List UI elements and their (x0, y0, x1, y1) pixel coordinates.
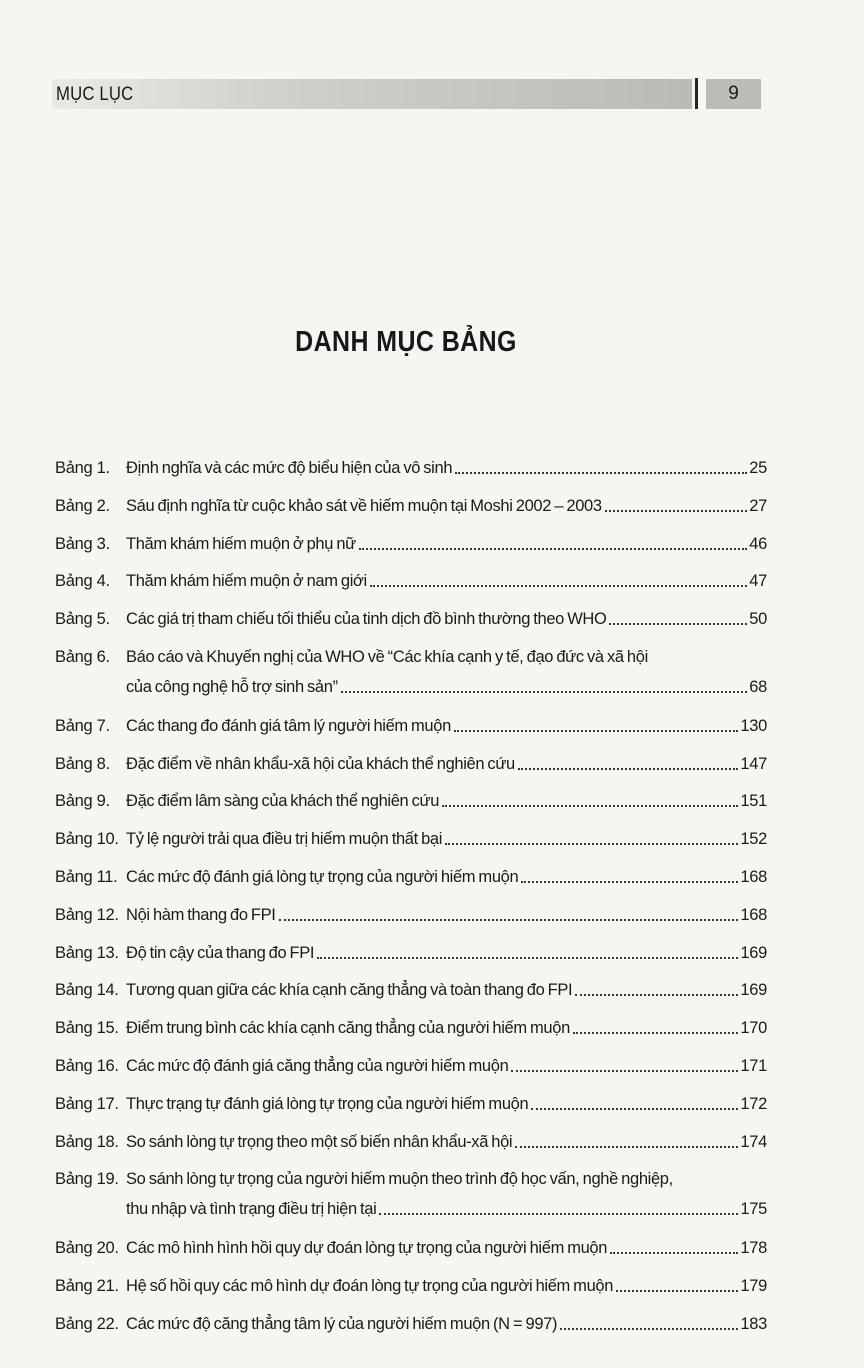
dot-leader (560, 1328, 738, 1330)
toc-entry[interactable] (55, 644, 767, 700)
toc-entry-title: Báo cáo và Khuyến nghị của WHO về “Các khía cạnh y tế, đạo đức và xã hội (126, 648, 648, 666)
toc-entry[interactable] (55, 606, 767, 632)
dot-leader (531, 1108, 738, 1110)
toc-entry[interactable] (55, 864, 767, 890)
toc-entry-label: Bảng 7. (55, 716, 110, 735)
toc-entry[interactable] (55, 902, 767, 928)
toc-entry[interactable] (55, 568, 767, 594)
toc-entry-line (55, 1311, 767, 1337)
toc-entry-page: 151 (740, 792, 767, 811)
toc-entry-line (55, 751, 767, 777)
dot-leader (518, 768, 739, 770)
toc-entry-line (55, 1129, 767, 1155)
dot-leader (454, 730, 738, 732)
toc-entry-line (55, 1235, 767, 1261)
toc-entry[interactable] (55, 751, 767, 777)
toc-entry-line (55, 455, 767, 481)
toc-entry-title: Tương quan giữa các khía cạnh căng thẳng và toàn thang đo FPI (126, 981, 573, 1000)
toc-entry-title: Thăm khám hiếm muộn ở nam giới (126, 572, 367, 591)
dot-leader (521, 881, 738, 883)
dot-leader (359, 548, 747, 550)
toc-entry-line (55, 1015, 767, 1041)
dot-leader (455, 472, 747, 474)
toc-entry-label: Bảng 18. (55, 1132, 119, 1151)
toc-entry-title: So sánh lòng tự trọng theo một số biến nhân khẩu-xã hội (126, 1132, 513, 1151)
toc-entry-label: Bảng 3. (55, 534, 110, 553)
dot-leader (609, 623, 747, 625)
toc-entry[interactable] (55, 1311, 767, 1337)
page-number-badge: 9 (706, 79, 761, 109)
dot-leader (442, 805, 738, 807)
toc-entry[interactable] (55, 940, 767, 966)
toc-entry-page: 147 (740, 754, 767, 773)
toc-entry-continuation (55, 1196, 767, 1222)
toc-entry-title: Nội hàm thang đo FPI (126, 905, 276, 924)
toc-entry-label: Bảng 11. (55, 868, 118, 886)
toc-entry-label: Bảng 9. (55, 792, 110, 811)
dot-leader (317, 957, 738, 959)
running-header-title: MỤC LỤC (56, 84, 134, 105)
page-title: DANH MỤC BẢNG (295, 326, 517, 358)
toc-entry-label: Bảng 13. (55, 943, 119, 962)
toc-entry-label: Bảng 19. (55, 1170, 119, 1189)
toc-entry-title: Thăm khám hiếm muộn ở phụ nữ (126, 534, 356, 553)
toc-entry-line (55, 606, 767, 632)
dot-leader (370, 585, 747, 587)
toc-entry[interactable] (55, 531, 767, 557)
toc-entry-page: 175 (740, 1200, 767, 1219)
toc-entry-page: 174 (740, 1132, 767, 1151)
toc-entry-line (55, 1091, 767, 1117)
dot-leader (341, 691, 748, 693)
toc-entry-label: Bảng 10. (55, 830, 119, 849)
toc-entry-page: 183 (740, 1314, 767, 1333)
toc-entry[interactable] (55, 713, 767, 739)
toc-entry[interactable] (55, 493, 767, 519)
toc-entry-line (55, 788, 767, 814)
toc-entry-page: 27 (749, 496, 767, 515)
toc-entry-line (55, 826, 767, 852)
dot-leader (511, 1070, 738, 1072)
toc-entry-page: 171 (740, 1057, 767, 1075)
toc-entry-page: 169 (740, 943, 767, 962)
toc-entry-title: Đặc điểm về nhân khẩu-xã hội của khách thể nghiên cứu (126, 754, 515, 773)
toc-entry[interactable] (55, 1235, 767, 1261)
toc-entry-title: Các thang đo đánh giá tâm lý người hiếm muộn (126, 716, 451, 735)
toc-entry[interactable] (55, 1273, 767, 1299)
toc-entry-continuation (55, 674, 767, 700)
dot-leader (515, 1146, 738, 1148)
toc-entry-label: Bảng 2. (55, 496, 110, 515)
toc-entry-page: 168 (740, 868, 767, 886)
toc-entry-label: Bảng 16. (55, 1057, 119, 1075)
toc-entry-label: Bảng 1. (55, 459, 110, 477)
toc-entry-page: 50 (749, 610, 767, 629)
toc-entry-label: Bảng 12. (55, 905, 119, 924)
dot-leader (575, 994, 738, 996)
dot-leader (616, 1290, 738, 1292)
toc-entry[interactable] (55, 1091, 767, 1117)
toc-entry-label: Bảng 14. (55, 981, 119, 1000)
dot-leader (605, 510, 748, 512)
toc-entry-title: Sáu định nghĩa từ cuộc khảo sát về hiếm muộn tại Moshi 2002 – 2003 (126, 496, 602, 515)
toc-entry-title: Tỷ lệ người trải qua điều trị hiếm muộn thất bại (126, 830, 443, 849)
toc-entry-label: Bảng 21. (55, 1277, 119, 1295)
dot-leader (379, 1213, 738, 1215)
dot-leader (445, 843, 738, 845)
toc-entry[interactable] (55, 1015, 767, 1041)
toc-entry-page: 152 (740, 830, 767, 849)
toc-entry-page: 168 (740, 905, 767, 924)
toc-entry-line (55, 940, 767, 966)
toc-entry-line (55, 1273, 767, 1299)
toc-entry-label: Bảng 15. (55, 1019, 119, 1038)
toc-entry-page: 170 (740, 1019, 767, 1038)
toc-entry[interactable] (55, 977, 767, 1003)
toc-entry[interactable] (55, 455, 767, 481)
toc-entry-label: Bảng 6. (55, 648, 110, 666)
toc-entry-line (55, 568, 767, 594)
toc-entry-page: 169 (740, 981, 767, 1000)
toc-entry-title: Các giá trị tham chiếu tối thiểu của tinh dịch đồ bình thường theo WHO (126, 610, 607, 629)
toc-entry-label: Bảng 4. (55, 572, 110, 591)
toc-entry-title: Đặc điểm lâm sàng của khách thể nghiên cứu (126, 792, 440, 811)
toc-entry-line (55, 1166, 767, 1192)
toc-entry-title: So sánh lòng tự trọng của người hiếm muộn theo trình độ học vấn, nghề nghiệp, (126, 1170, 673, 1189)
toc-entry-title: Các mô hình hình hồi quy dự đoán lòng tự trọng của người hiếm muộn (126, 1239, 608, 1258)
toc-entry-title: Các mức độ đánh giá lòng tự trọng của người hiếm muộn (126, 868, 519, 886)
toc-entry-label: Bảng 17. (55, 1094, 119, 1113)
toc-entry-line (55, 902, 767, 928)
table-list (55, 0, 767, 1368)
toc-entry[interactable] (55, 1053, 767, 1079)
toc-entry-title: Điểm trung bình các khía cạnh căng thẳng của người hiếm muộn (126, 1019, 570, 1038)
toc-entry-title: Định nghĩa và các mức độ biểu hiện của vô sinh (126, 459, 453, 477)
toc-entry-title: thu nhập và tình trạng điều trị hiện tại (126, 1200, 377, 1219)
toc-entry[interactable] (55, 1129, 767, 1155)
toc-entry-title: Các mức độ đánh giá căng thẳng của người hiếm muộn (126, 1057, 509, 1075)
toc-entry[interactable] (55, 1166, 767, 1222)
toc-entry-page: 25 (749, 459, 767, 477)
toc-entry-title: Độ tin cậy của thang đo FPI (126, 943, 315, 962)
toc-entry-page: 178 (740, 1239, 767, 1258)
dot-leader (279, 919, 739, 921)
toc-entry-label: Bảng 5. (55, 610, 110, 629)
toc-entry-title: Hệ số hồi quy các mô hình dự đoán lòng tự trọng của người hiếm muộn (126, 1277, 614, 1295)
toc-entry-label: Bảng 20. (55, 1239, 119, 1258)
toc-entry-page: 46 (749, 534, 767, 553)
toc-entry-line (55, 1053, 767, 1079)
toc-entry-label: Bảng 8. (55, 754, 110, 773)
toc-entry-title: của công nghệ hỗ trợ sinh sản” (126, 678, 338, 696)
toc-entry-page: 47 (749, 572, 767, 591)
toc-entry-line (55, 977, 767, 1003)
toc-entry-page: 130 (740, 716, 767, 735)
dot-leader (610, 1252, 738, 1254)
toc-entry-label: Bảng 22. (55, 1314, 119, 1333)
toc-entry-line (55, 713, 767, 739)
toc-entry-title: Thực trạng tự đánh giá lòng tự trọng của người hiếm muộn (126, 1094, 529, 1113)
toc-entry-line (55, 864, 767, 890)
toc-entry-line (55, 493, 767, 519)
dot-leader (573, 1032, 738, 1034)
toc-entry-page: 68 (749, 678, 767, 696)
toc-entry[interactable] (55, 826, 767, 852)
toc-entry[interactable] (55, 788, 767, 814)
toc-entry-title: Các mức độ căng thẳng tâm lý của người hiếm muộn (N = 997) (126, 1314, 558, 1333)
toc-entry-page: 179 (740, 1277, 767, 1295)
toc-entry-line (55, 531, 767, 557)
toc-entry-page: 172 (740, 1094, 767, 1113)
toc-entry-line (55, 644, 767, 670)
